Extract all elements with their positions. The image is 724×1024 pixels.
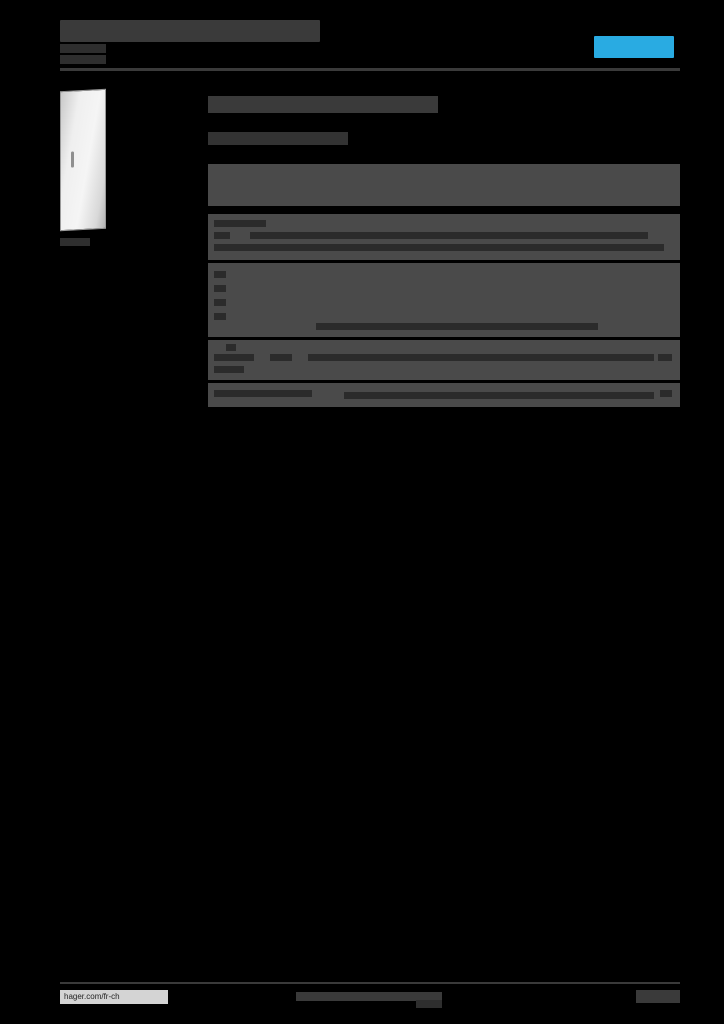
spec-row-unit (660, 390, 672, 397)
product-handle-detail (71, 151, 74, 167)
spec-row-label (214, 313, 226, 320)
spec-row-label (270, 354, 292, 361)
spec-group-dimensions (208, 263, 680, 337)
product-caption (60, 238, 90, 246)
spec-row-unit (658, 354, 672, 361)
spec-row-value (316, 323, 598, 330)
page-subtitle-line1 (60, 44, 106, 53)
footer-center-subtext (416, 1000, 442, 1008)
product-image (60, 89, 106, 231)
brand-logo (594, 36, 674, 58)
content-subheading (208, 132, 348, 145)
spec-group-packaging (208, 383, 680, 407)
spec-group-label (214, 220, 266, 227)
footer-page-number (636, 990, 680, 1003)
spec-row-label (214, 299, 226, 306)
page-footer (44, 972, 680, 1012)
spec-row-value (308, 354, 654, 361)
spec-table (208, 214, 680, 410)
page-title (60, 20, 320, 42)
header-divider (60, 68, 680, 71)
spec-row-label (214, 390, 312, 397)
document-page (44, 8, 680, 1016)
spec-group-general (208, 214, 680, 260)
spec-row-label (214, 354, 254, 361)
spec-row-unit (654, 232, 674, 239)
highlight-banner (208, 164, 680, 206)
spec-row-label (214, 285, 226, 292)
spec-row-value (224, 244, 664, 251)
spec-group-execution (208, 340, 680, 380)
spec-row-label (214, 232, 230, 239)
spec-row-label (214, 271, 226, 278)
spec-row-value (344, 392, 654, 399)
product-figure (60, 90, 180, 260)
spec-row-label (214, 366, 244, 373)
page-header (44, 16, 680, 72)
footer-website-link[interactable]: hager.com/fr-ch (60, 990, 168, 1004)
spec-row-label (226, 344, 236, 351)
content-heading (208, 96, 438, 113)
spec-row-value (250, 232, 648, 239)
footer-divider (60, 982, 680, 984)
page-subtitle-line2 (60, 55, 106, 64)
